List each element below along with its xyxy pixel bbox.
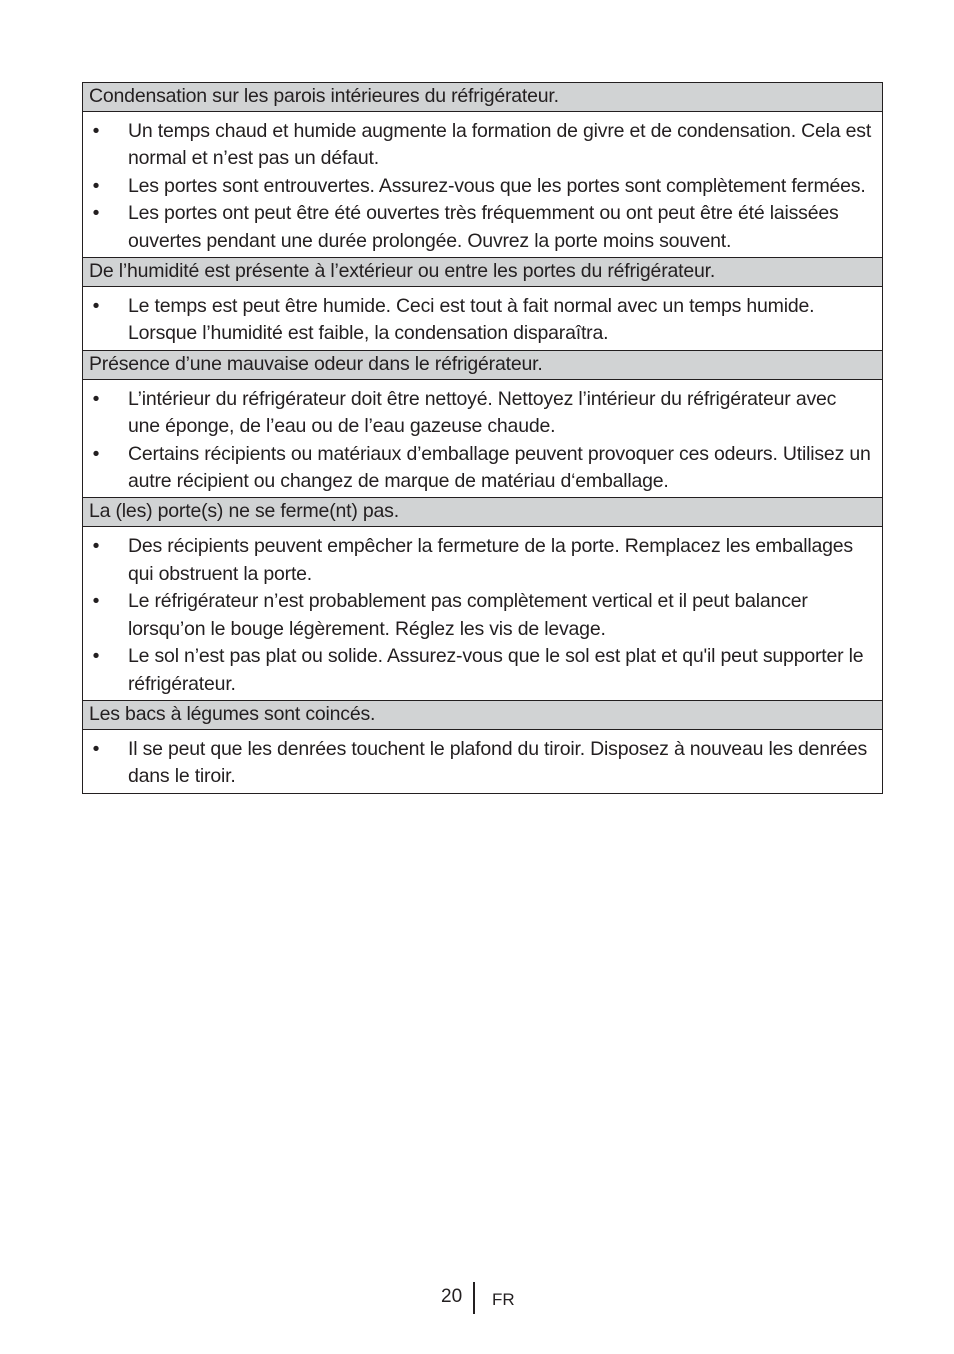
solution-text: Les portes ont peut être été ouvertes très fréquemment ou ont peut être été laissées ouvertes pendant une durée prolongée. Ouvrez la porte moins souvent. bbox=[128, 202, 839, 252]
solution-text: L’intérieur du réfrigérateur doit être nettoyé. Nettoyez l’intérieur du réfrigérateur avec une éponge, de l’eau ou de l’eau gazeuse chaude. bbox=[128, 387, 837, 438]
solution-text: Le réfrigérateur n’est probablement pas complètement vertical et il peut balancer lorsqu’on le bouge légèrement. Réglez les vis de levage. bbox=[128, 590, 808, 640]
troubleshooting-section bbox=[83, 350, 882, 498]
solution-text: Il se peut que les denrées touchent le plafond du tiroir. Disposez à nouveau les denrées dans le tiroir. bbox=[128, 737, 868, 788]
language-code: FR bbox=[492, 1290, 515, 1309]
bullet-icon: • bbox=[92, 442, 100, 465]
solution-item bbox=[83, 118, 872, 173]
bullet-icon: • bbox=[92, 387, 100, 410]
troubleshooting-section bbox=[83, 257, 882, 350]
solution-text: Un temps chaud et humide augmente la formation de givre et de condensation. Cela est normal et n’est pas un défaut. bbox=[128, 120, 872, 170]
solution-item bbox=[83, 643, 872, 698]
bullet-icon: • bbox=[92, 174, 100, 197]
bullet-icon: • bbox=[92, 737, 100, 760]
bullet-icon: • bbox=[92, 120, 100, 142]
solution-list bbox=[83, 527, 882, 699]
solution-list bbox=[83, 287, 882, 350]
solution-item bbox=[83, 386, 872, 441]
solution-item bbox=[83, 173, 872, 200]
solution-item bbox=[83, 588, 872, 643]
bullet-icon: • bbox=[92, 535, 100, 558]
problem-heading: Présence d’une mauvaise odeur dans le réfrigérateur. bbox=[83, 350, 882, 380]
solution-text: Des récipients peuvent empêcher la fermeture de la porte. Remplacez les emballages qui obstruent la porte. bbox=[128, 535, 853, 585]
bullet-icon: • bbox=[92, 295, 100, 318]
bullet-icon: • bbox=[92, 590, 100, 613]
troubleshooting-section bbox=[83, 83, 882, 257]
bullet-icon: • bbox=[92, 645, 100, 668]
solution-text: Le temps est peut être humide. Ceci est tout à fait normal avec un temps humide. Lorsque l’humidité est faible, la condensation disparaîtra. bbox=[128, 295, 815, 345]
solution-text: Les portes sont entrouvertes. Assurez-vous que les portes sont complètement fermées. bbox=[128, 174, 866, 197]
footer-divider bbox=[473, 1282, 475, 1314]
page-number: 20 bbox=[441, 1286, 463, 1307]
solution-item bbox=[83, 293, 872, 348]
troubleshooting-section bbox=[83, 497, 882, 699]
solution-item bbox=[83, 200, 872, 255]
solution-item bbox=[83, 441, 872, 496]
troubleshooting-section bbox=[83, 700, 882, 793]
problem-heading: Les bacs à légumes sont coincés. bbox=[83, 700, 882, 730]
solution-item bbox=[83, 533, 872, 588]
problem-heading: La (les) porte(s) ne se ferme(nt) pas. bbox=[83, 497, 882, 527]
solution-item bbox=[83, 736, 872, 791]
problem-heading: Condensation sur les parois intérieures du réfrigérateur. bbox=[83, 83, 882, 112]
solution-text: Le sol n’est pas plat ou solide. Assurez-vous que le sol est plat et qu'il peut supporter le réfrigérateur. bbox=[128, 645, 864, 695]
solution-list bbox=[83, 380, 882, 498]
solution-list bbox=[83, 730, 882, 793]
solution-list bbox=[83, 112, 882, 257]
troubleshooting-table bbox=[82, 82, 883, 794]
page-footer bbox=[0, 1282, 954, 1316]
problem-heading: De l’humidité est présente à l’extérieur ou entre les portes du réfrigérateur. bbox=[83, 257, 882, 287]
bullet-icon: • bbox=[92, 202, 100, 225]
solution-text: Certains récipients ou matériaux d’emballage peuvent provoquer ces odeurs. Utilisez un autre récipient ou changez de marque de matériau d‘emballage. bbox=[128, 442, 871, 493]
